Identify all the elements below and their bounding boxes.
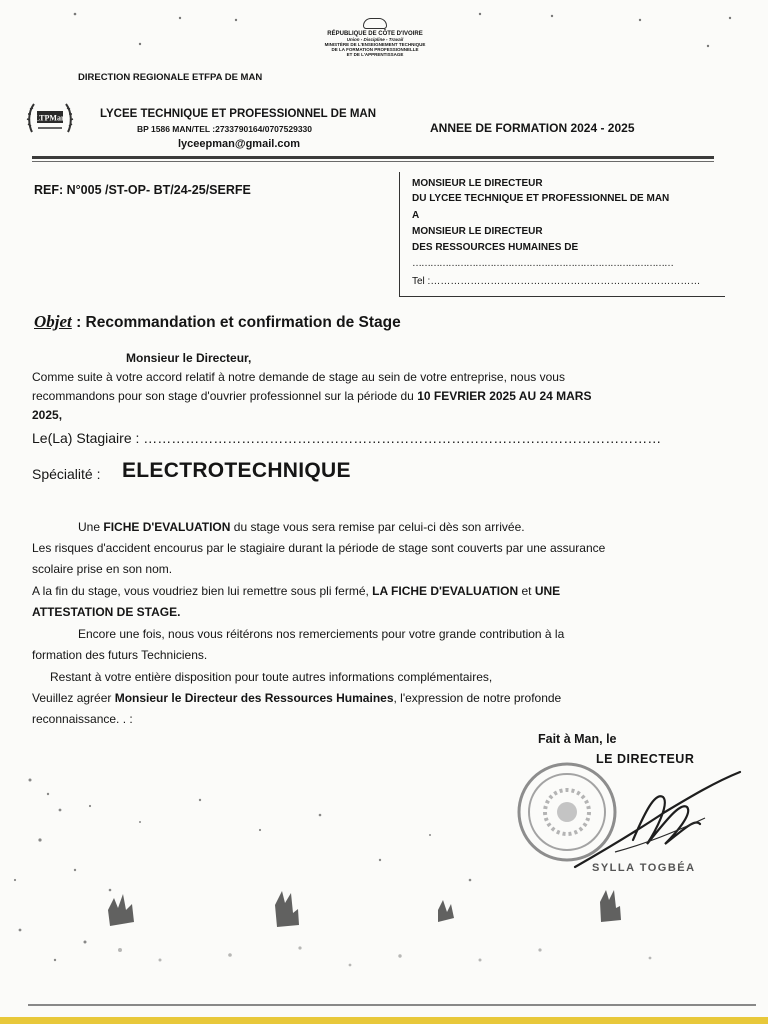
paragraph-3-line-2: scolaire prise en son nom.	[32, 562, 173, 576]
paragraph-1-line-1: Comme suite à votre accord relatif à notre demande de stage au sein de votre entreprise, nous vous	[32, 370, 565, 384]
p2-bold: FICHE D'EVALUATION	[103, 520, 231, 534]
ministere-line-2: DE LA FORMATION PROFESSIONNELLE	[331, 47, 419, 52]
photocopy-smudges	[0, 760, 768, 1000]
p4-bold-1: LA FICHE D'EVALUATION	[372, 584, 519, 598]
republique-text: RÉPUBLIQUE DE CÔTE D'IVOIRE	[327, 31, 423, 37]
p2-a: Une	[78, 520, 104, 534]
addressee-tel: Tel :………………………………………………………………………	[412, 276, 701, 287]
paragraph-1-line-3: 2025,	[32, 408, 63, 422]
paragraph-7-line-1	[32, 689, 561, 708]
bottom-rule	[28, 1004, 756, 1006]
paragraph-6: Restant à votre entière disposition pour toute autres informations complémentaires,	[50, 670, 493, 684]
period-dates: 10 FEVRIER 2025 AU 24 MARS	[417, 389, 592, 403]
period-intro: recommandons pour son stage d'ouvrier professionnel sur la période du	[32, 389, 418, 403]
school-email: lyceepman@gmail.com	[178, 138, 300, 150]
specialite-label: Spécialité :	[32, 466, 101, 482]
p4-a: A la fin du stage, vous voudriez bien lui remettre sous pli fermé,	[32, 584, 373, 598]
objet-line	[34, 312, 401, 332]
addressee-box	[399, 172, 725, 297]
fait-a-man: Fait à Man, le	[538, 732, 617, 746]
paragraph-1-line-2	[32, 387, 591, 406]
p7-a: Veuillez agréer	[32, 691, 115, 705]
addressee-line-3: A	[412, 210, 420, 221]
paragraph-5-line-1: Encore une fois, nous vous réitérons nos remerciements pour votre grande contribution à la	[78, 627, 565, 641]
school-logo-icon	[26, 98, 74, 138]
reference-number: REF: N°005 /ST-OP- BT/24-25/SERFE	[34, 183, 251, 197]
header-rule-thin	[32, 161, 714, 162]
school-contact: BP 1586 MAN/TEL :2733790164/0707529330	[137, 124, 313, 134]
addressee-line-4: MONSIEUR LE DIRECTEUR	[412, 226, 543, 237]
director-name: SYLLA TOGBÉA	[592, 862, 696, 874]
paragraph-4-line-1	[32, 582, 560, 601]
paragraph-7-line-2: reconnaissance. . :	[32, 712, 133, 726]
p7-c: , l'expression de notre profonde	[393, 691, 562, 705]
ministere-line-1: MINISTÈRE DE L'ENSEIGNEMENT TECHNIQUE	[324, 42, 426, 47]
salutation: Monsieur le Directeur,	[126, 351, 252, 365]
addressee-line-1: MONSIEUR LE DIRECTEUR	[412, 178, 543, 189]
specialite-value: ELECTROTECHNIQUE	[122, 459, 351, 482]
addressee-line-5: DES RESSOURCES HUMAINES DE	[412, 242, 579, 253]
paragraph-2	[78, 518, 525, 537]
objet-text: : Recommandation et confirmation de Stage	[71, 314, 401, 331]
p7-bold: Monsieur le Directeur des Ressources Humaines	[114, 691, 394, 705]
addressee-line-6: ……………………………………………………………………………	[412, 258, 673, 269]
p4-bold-2: UNE	[534, 584, 561, 598]
paragraph-3-line-1: Les risques d'accident encourus par le stagiaire durant la période de stage sont couverts par une assurance	[32, 541, 606, 555]
training-year: ANNEE DE FORMATION 2024 - 2025	[430, 121, 635, 135]
page-edge-strip	[0, 1017, 768, 1024]
school-name: LYCEE TECHNIQUE ET PROFESSIONNEL DE MAN	[100, 108, 377, 120]
p4-c: et	[518, 584, 535, 598]
objet-label: Objet	[34, 312, 72, 331]
ministere-line-3: ET DE L'APPRENTISSAGE	[346, 52, 404, 57]
devise-text: Union - Discipline - Travail	[346, 37, 404, 42]
logo-text: LTPMan	[34, 113, 66, 123]
direction-regionale: DIRECTION REGIONALE ETFPA DE MAN	[78, 72, 263, 83]
header-rule	[32, 156, 714, 159]
p2-c: du stage vous sera remise par celui-ci dès son arrivée.	[230, 520, 525, 534]
paragraph-5-line-2: formation des futurs Techniciens.	[32, 648, 208, 662]
top-speckles	[0, 0, 768, 60]
paragraph-4-line-2: ATTESTATION DE STAGE.	[32, 605, 181, 619]
addressee-line-2: DU LYCEE TECHNIQUE ET PROFESSIONNEL DE MAN	[412, 193, 670, 204]
stagiaire-field: Le(La) Stagiaire : …………………………………………………………………………………………………	[32, 430, 662, 446]
director-title: LE DIRECTEUR	[596, 752, 695, 766]
